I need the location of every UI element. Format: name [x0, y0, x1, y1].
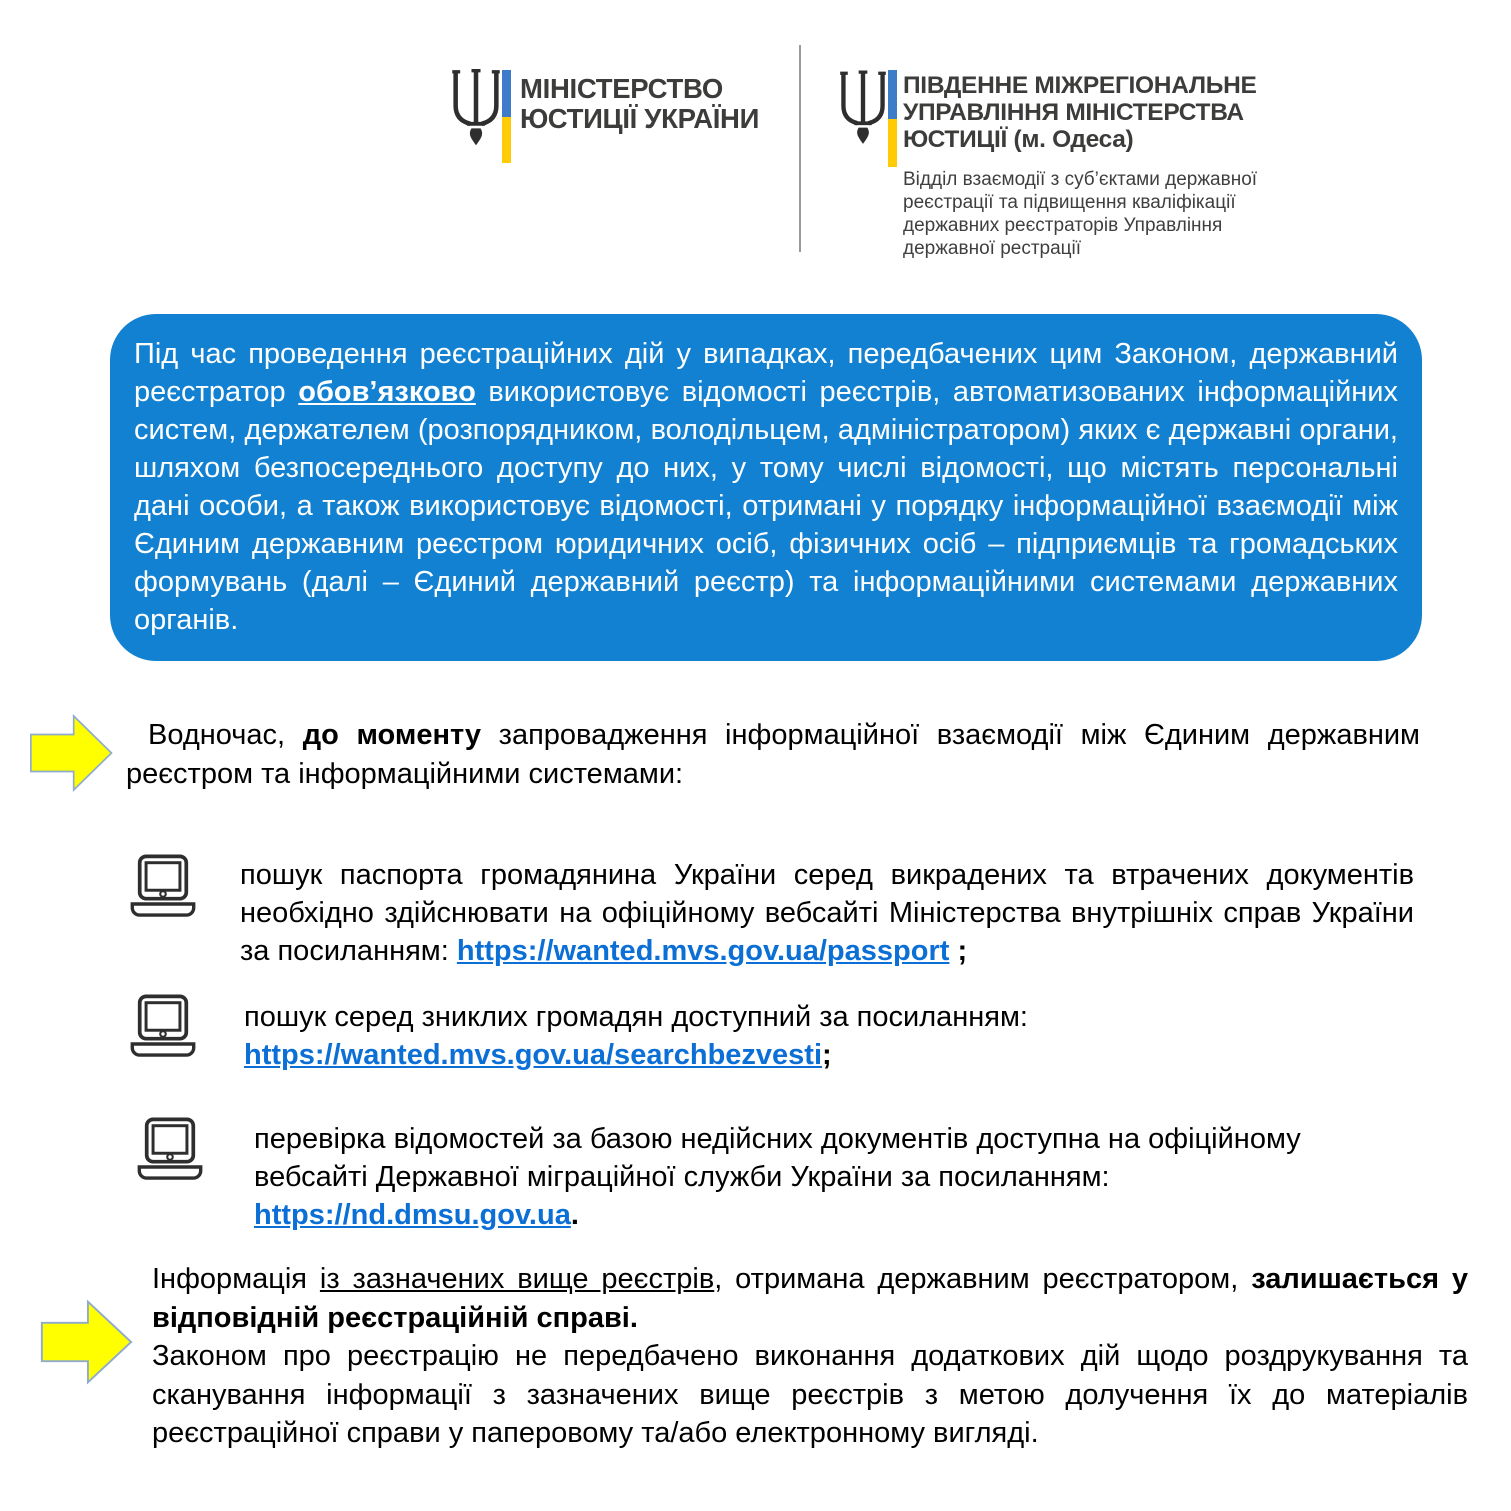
law-quote-before: Під час проведення реєстраційних дій у випадках, передбачених цим Законом, державний реєстратор: [134, 338, 1398, 408]
office-name-line3: ЮСТИЦІЇ (м. Одеса): [903, 126, 1134, 153]
outro-p2: Законом про реєстрацію не передбачено виконання додаткових дій щодо роздрукування та сканування інформації з зазначених вище реєстрів з метою долучення їх до матеріалів реєстраційної справи у паперовому та/або електронному вигляді.: [152, 1340, 1468, 1449]
tryzub-icon: [838, 66, 888, 150]
bullet-3-text: перевірка відомостей за базою недійсних документів доступна на офіційному вебсайті Державної міграційної служби України за посиланням:: [254, 1123, 1301, 1193]
arrow-right-icon: [38, 1290, 134, 1394]
outro-paragraph: [152, 1260, 1468, 1453]
law-quote-text: [134, 335, 1398, 639]
office-name: [903, 72, 1257, 153]
intro-before: Водночас,: [148, 719, 303, 751]
regional-office-logo: [838, 66, 888, 150]
bullet-item: [127, 853, 199, 919]
header-divider: [799, 45, 801, 252]
bullet-item: [127, 993, 199, 1059]
ministry-name-line2: ЮСТИЦІЇ УКРАЇНИ: [520, 103, 760, 134]
arrow-right-icon: [30, 710, 114, 796]
tryzub-icon: [450, 66, 502, 150]
bullet-text: [254, 1120, 1410, 1234]
flag-bar: [502, 70, 511, 163]
law-quote-emphasis: обов’язково: [298, 376, 476, 408]
bullet-1-suffix: ;: [949, 935, 968, 967]
bullet-2-suffix: ;: [822, 1039, 832, 1071]
outro-p1-start: Інформація: [152, 1263, 320, 1295]
bullet-2-link[interactable]: https://wanted.mvs.gov.ua/searchbezvesti: [244, 1039, 823, 1071]
laptop-icon: [127, 853, 199, 919]
intro-paragraph: [126, 716, 1420, 794]
laptop-icon: [134, 1116, 206, 1182]
office-name-line1: ПІВДЕННЕ МІЖРЕГІОНАЛЬНЕ: [903, 72, 1257, 99]
office-subtitle: Відділ взаємодії з суб’єктами державної реєстрації та підвищення кваліфікації державних реєстраторів Управління державної рестрації: [903, 169, 1258, 259]
bullet-text: [244, 998, 1414, 1074]
outro-p1-bold: залишається у відповідній реєстраційній справі.: [152, 1263, 1469, 1334]
law-quote-after: використовує відомості реєстрів, автоматизованих інформаційних систем, держателем (розпорядником, володільцем, адміністратором) яких є державні органи, шляхом безпосереднього доступу до них, у тому числі відомості, що містять персональні дані особи, а також використовує відомості, отримані у порядку інформаційної взаємодії між Єдиним державним реєстром юридичних осіб, фізичних осіб – підприємців та громадських формувань (далі – Єдиний державний реєстр) та інформаційними системами державних органів.: [134, 376, 1398, 636]
ministry-name: [520, 74, 759, 134]
office-name-line2: УПРАВЛІННЯ МІНІСТЕРСТВА: [903, 99, 1244, 126]
bullet-item: [134, 1116, 206, 1182]
bullet-3-suffix: .: [570, 1199, 579, 1231]
outro-p1-mid: , отримана державним реєстратором,: [714, 1263, 1252, 1295]
flag-bar: [888, 70, 897, 167]
bullet-1-text: пошук паспорта громадянина України серед викрадених та втрачених документів необхідно здійснювати на офіційному вебсайті Міністерства внутрішніх справ України за посиланням:: [240, 859, 1414, 967]
law-quote-box: [110, 314, 1422, 661]
ministry-name-line1: МІНІСТЕРСТВО: [520, 73, 723, 104]
intro-emphasis: до моменту: [302, 719, 482, 751]
outro-p1-underlined: із зазначених вище реєстрів: [319, 1263, 715, 1295]
outro-p1: [152, 1260, 1468, 1337]
bullet-text: [240, 856, 1414, 970]
laptop-icon: [127, 993, 199, 1059]
bullet-3-link[interactable]: https://nd.dmsu.gov.ua: [254, 1199, 571, 1231]
bullet-1-link[interactable]: https://wanted.mvs.gov.ua/passport: [456, 935, 950, 967]
intro-after: запровадження інформаційної взаємодії між Єдиним державним реєстром та інформаційними системами:: [126, 719, 1420, 790]
ministry-logo: [450, 66, 502, 150]
bullet-2-text: пошук серед зниклих громадян доступний за посиланням:: [244, 1001, 1028, 1033]
